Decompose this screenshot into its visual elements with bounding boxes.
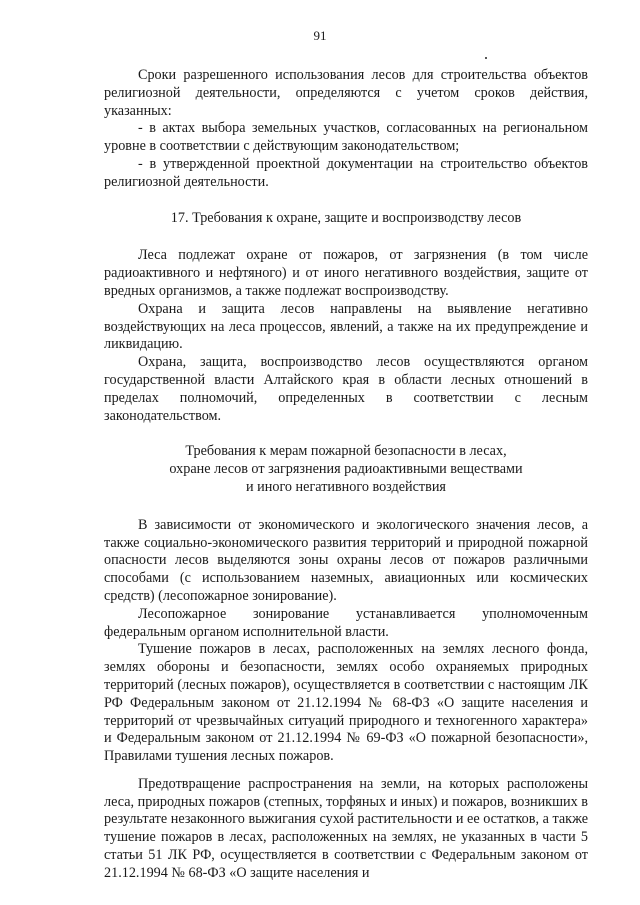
subsection-paragraph: Лесопожарное зонирование устанавливается уполномоченным федеральным органом исполнительной власти.	[104, 605, 588, 640]
section-17-title: 17. Требования к охране, защите и воспроизводству лесов	[170, 209, 522, 226]
subsection-title-line: охране лесов от загрязнения радиоактивными веществами	[169, 461, 523, 478]
subsection-paragraph: В зависимости от экономического и экологического значения лесов, а также социально-экономического развития территорий и природной пожарной опасности лесов выделяются зоны охраны лесов от пожаров различными способами (с использованием наземных, авиационных или космических средств) (лесопожарное зонирование).	[104, 516, 588, 604]
subsection-title-line: Требования к мерам пожарной безопасности в лесах,	[185, 443, 507, 460]
subsection-paragraph: Тушение пожаров в лесах, расположенных на землях лесного фонда, землях обороны и безопасности, землях особо охраняемых природных территорий (лесных пожаров), осуществляется в соответствии с настоящим ЛК РФ Федеральным законом от 21.12.1994 № 68-ФЗ «О защите населения и территорий от чрезвычайных ситуаций природного и техногенного характера» и Федеральным законом от 21.12.1994 № 69-ФЗ «О пожарной безопасности», Правилами тушения лесных пожаров.	[104, 641, 588, 765]
page-number: 91	[313, 28, 327, 43]
scan-speck	[485, 57, 487, 59]
section-17-paragraph: Охрана и защита лесов направлены на выявление негативно воздействующих на леса процессов, явлений, а также на их предупреждение и ликвидацию.	[104, 300, 588, 353]
intro-paragraph: Сроки разрешенного использования лесов для строительства объектов религиозной деятельности, определяются с учетом сроков действия, указанных:	[104, 67, 588, 119]
section-17-paragraph: Охрана, защита, воспроизводство лесов осуществляются органом государственной власти Алтайского края в области лесных отношений в пределах полномочий, определенных в соответствии с лесным законодательством.	[104, 354, 588, 424]
subsection-paragraph: Предотвращение распространения на земли, на которых расположены леса, природных пожаров (степных, торфяных и иных) и пожаров, возникших в результате незаконного выжигания сухой растительности и ее остатков, а также тушение пожаров в лесах, расположенных на землях, не указанных в части 5 статьи 51 ЛК РФ, осуществляется в соответствии с Федеральным законом от 21.12.1994 № 68-ФЗ «О защите населения и	[104, 775, 588, 881]
intro-list-item: - в утвержденной проектной документации на строительство объектов религиозной деятельности.	[104, 155, 588, 190]
document-body	[104, 67, 588, 883]
subsection-title-line: и иного негативного воздействия	[246, 478, 446, 495]
section-17-paragraph: Леса подлежат охране от пожаров, от загрязнения (в том числе радиоактивного и нефтяного) и от иного негативного воздействия, защите от вредных организмов, а также подлежат воспроизводству.	[104, 247, 588, 299]
intro-list-item: - в актах выбора земельных участков, согласованных на региональном уровне в соответствии с действующим законодательством;	[104, 120, 588, 155]
